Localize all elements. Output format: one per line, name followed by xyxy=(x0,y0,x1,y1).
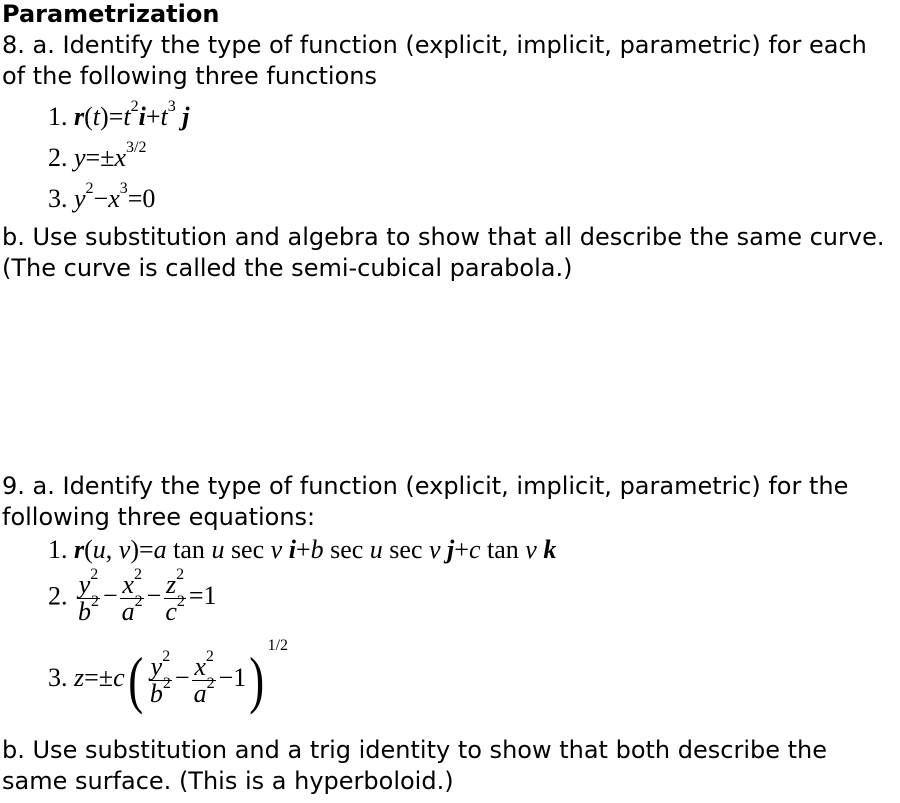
question-8a-text: 8. a. Identify the type of function (explicit, implicit, parametric) for each of the following three functions xyxy=(2,31,867,90)
q8-item-1-formula: $r(t)=t^2i+t^3$ j xyxy=(74,98,190,131)
question-9a-text: 9. a. Identify the type of function (explicit, implicit, parametric) for the following three equations: xyxy=(2,472,849,531)
q8-item-1-number: 1. xyxy=(48,102,68,131)
q9-item-3-number: 3. xyxy=(48,662,68,692)
q8-item-2-number: 2. xyxy=(48,143,68,172)
q9-item-3 xyxy=(48,637,289,715)
q9-item-2-formula: $\frac{y^2}{b^2}$ − $\frac{x^2}{a^2}$ − $\frac{z^2}{c^2}$ =1 xyxy=(78,566,217,626)
q9-item-2-number: 2. xyxy=(48,581,68,611)
q8-item-2-formula: $y=\pm x^{3/2}$ xyxy=(74,139,147,172)
q8-item-2 xyxy=(48,141,146,175)
q9-item-3-formula: z=±c( $\frac{y^2}{b^2}$ − $\frac{x^2}{a^2}$ −1) $^{1/2}$ xyxy=(74,637,289,715)
q9-item-1 xyxy=(48,533,556,567)
page-title: Parametrization xyxy=(2,0,220,28)
q8-item-3-formula: $y^2-x^3=0$ xyxy=(74,180,156,213)
q9-item-1-number: 1. xyxy=(48,535,68,564)
question-8b-text: b. Use substitution and algebra to show that all describe the same curve. (The curve is called the semi-cubical parabola.) xyxy=(2,223,885,282)
question-9b-text: b. Use substitution and a trig identity to show that both describe the same surface. (This is a hyperboloid.) xyxy=(2,736,827,795)
q8-item-1 xyxy=(48,100,189,134)
q9-item-2 xyxy=(48,566,217,626)
q8-item-3-number: 3. xyxy=(48,184,68,213)
q9-item-1-formula: r(u, v)=a tan u sec v i+b sec u sec v j+c tan v k xyxy=(74,535,557,564)
q8-item-3 xyxy=(48,182,155,216)
